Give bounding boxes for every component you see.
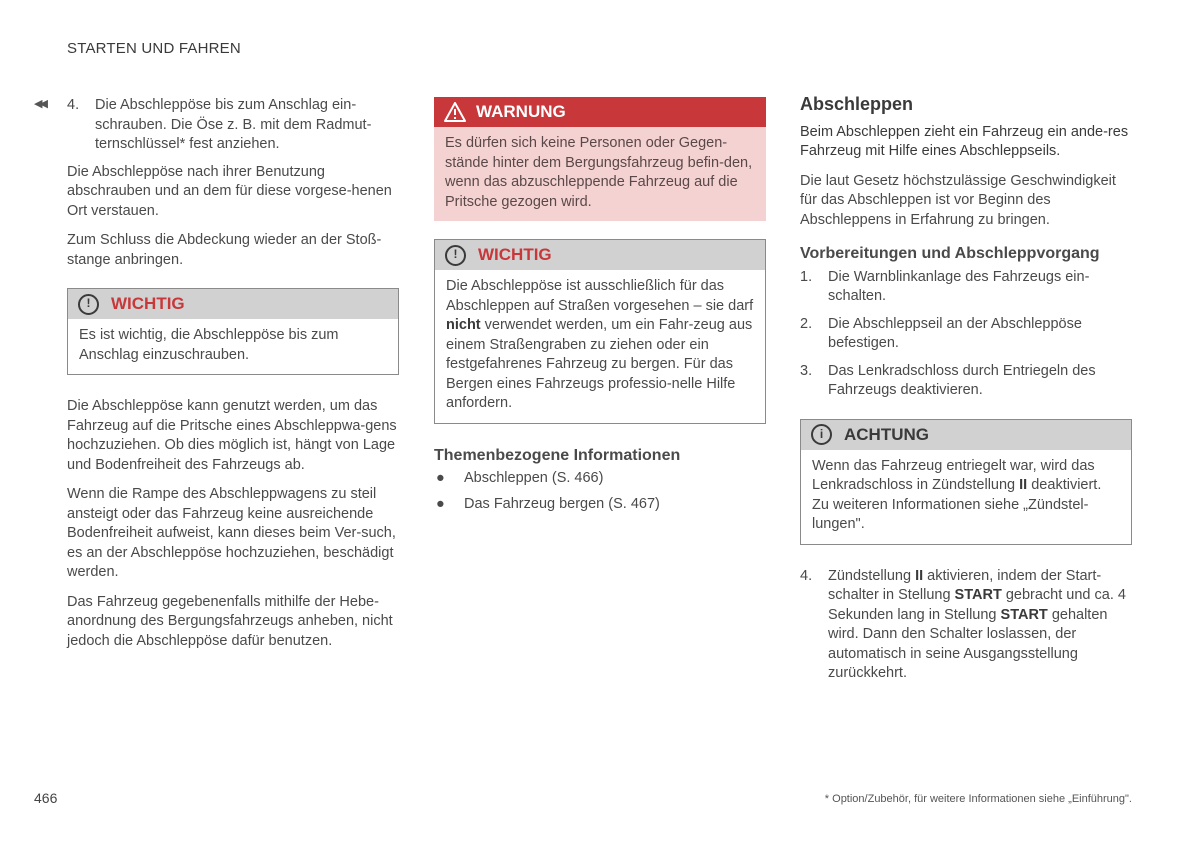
wichtig-text: Es ist wichtig, die Abschleppöse bis zum Anschlag einzuschrauben.	[79, 327, 339, 363]
exclamation-circle-icon: !	[445, 245, 466, 266]
text-run: Die Abschleppöse ist ausschließlich für das Abschleppen auf Straßen vorgesehen – sie darf	[446, 278, 754, 314]
warning-triangle-icon	[444, 102, 466, 122]
bold-text: II	[1019, 477, 1028, 493]
achtung-title: ACHTUNG	[844, 424, 929, 444]
bold-text: START	[1000, 606, 1048, 623]
warnung-box	[434, 97, 766, 221]
step-number: 4.	[800, 567, 813, 584]
page-number: 466	[34, 790, 58, 806]
wichtig-title: WICHTIG	[478, 245, 552, 265]
step-1	[800, 268, 1132, 307]
text-run: Zündstellung	[828, 567, 916, 584]
subheading: Vorbereitungen und Abschleppvorgang	[800, 245, 1100, 262]
achtung-text	[801, 450, 1131, 544]
related-link[interactable]	[434, 495, 766, 515]
text-run: verwendet werden, um ein Fahr-zeug aus einem Straßengraben zu ziehen oder ein festgefahrenes Fahrzeug zu bergen. Für das Bergen eines Fahrzeugs professio-nelle Hilfe anfordern.	[446, 317, 753, 411]
wichtig-box	[434, 239, 766, 424]
related-title: Themenbezogene Informationen	[434, 446, 681, 464]
bold-text: nicht	[446, 317, 481, 333]
step-text: Die Warnblinkanlage des Fahrzeugs ein-schalten.	[828, 268, 1090, 304]
bold-text: START	[954, 587, 1002, 603]
wichtig-header	[68, 289, 398, 319]
page-heading: Abschleppen	[800, 94, 914, 114]
paragraph: Die Abschleppöse nach ihrer Benutzung abschrauben und an dem für diese vorgese-henen Ort verstauen.	[67, 163, 392, 219]
related-link-label[interactable]: Abschleppen (S. 466)	[464, 470, 604, 486]
column-right	[800, 95, 1132, 692]
exclamation-circle-icon: !	[78, 294, 99, 315]
step-4	[800, 567, 1132, 684]
bullet-icon: ●	[436, 495, 445, 512]
paragraph: Die laut Gesetz höchstzulässige Geschwindigkeit für das Abschleppen ist vor Beginn des Abschleppens in Erfahrung zu bringen.	[800, 172, 1116, 228]
step-4	[67, 96, 399, 155]
text-run: gehalten wird. Dann den Schalter loslassen, der automatisch in seine Ausgangsstellung zurückkehrt.	[828, 606, 1108, 681]
warnung-header	[434, 97, 766, 127]
text-run: deaktiviert. Zu weiteren Informationen siehe „Zündstel-lungen".	[812, 477, 1102, 532]
step-text: Die Abschleppseil an der Abschleppöse befestigen.	[828, 315, 1082, 351]
step-text: Das Lenkradschloss durch Entriegeln des Fahrzeugs deaktivieren.	[828, 362, 1096, 398]
text-run: gebracht und ca. 4 Sekunden lang in Stellung	[828, 587, 1126, 623]
text-run: aktivieren, indem der Start-schalter in Stellung	[828, 567, 1102, 603]
step-number: 3.	[800, 362, 813, 379]
bullet-icon: ●	[436, 470, 445, 486]
step-text	[828, 567, 1132, 684]
step-number: 4.	[67, 97, 80, 113]
section-title: STARTEN UND FAHREN	[67, 40, 241, 57]
step-text: Die Abschleppöse bis zum Anschlag ein-schrauben. Die Öse z. B. mit dem Radmut-ternschlüssel* fest anziehen.	[95, 97, 372, 152]
wichtig-box	[67, 288, 399, 375]
footnote: * Option/Zubehör, für weitere Informationen siehe „Einführung".	[824, 793, 1132, 805]
step-number: 1.	[800, 268, 813, 285]
achtung-box	[800, 419, 1132, 545]
related-link-label[interactable]: Das Fahrzeug bergen (S. 467)	[464, 495, 660, 512]
paragraph: Das Fahrzeug gegebenenfalls mithilfe der Hebe-anordnung des Bergungsfahrzeugs anheben, nicht jedoch die Abschleppöse dafür benutzen.	[67, 593, 393, 649]
bold-text: II	[915, 567, 924, 584]
step-3	[800, 362, 1132, 401]
paragraph: Die Abschleppöse kann genutzt werden, um das Fahrzeug auf die Pritsche eines Abschleppwa-gens hochzuziehen. Ob dies möglich ist, hängt von Lage und Bodenfreiheit des Fahrzeugs ab.	[67, 398, 397, 473]
intro-paragraph: Beim Abschleppen zieht ein Fahrzeug ein ande-res Fahrzeug mit Hilfe eines Abschleppseils.	[800, 123, 1129, 159]
paragraph: Wenn die Rampe des Abschleppwagens zu steil ansteigt oder das Fahrzeug keine ausreichende Bodenfreiheit aufweist, kann dieses beim Ver-such, es an der Abschleppöse hochzuziehen, beschädigt werden.	[67, 486, 396, 580]
wichtig-text	[435, 270, 765, 423]
achtung-header	[801, 420, 1131, 450]
wichtig-header	[435, 240, 765, 270]
step-2	[800, 315, 1132, 354]
paragraph: Zum Schluss die Abdeckung wieder an der Stoß-stange anbringen.	[67, 232, 382, 268]
warnung-title: WARNUNG	[476, 102, 566, 122]
double-chevron-left-icon[interactable]: ◀◀	[34, 98, 45, 110]
warnung-text: Es dürfen sich keine Personen oder Gegen-stände hinter dem Bergungsfahrzeug befin-den, wenn das abzuschleppende Fahrzeug auf die Pritsche gezogen wird.	[434, 127, 766, 221]
column-left	[67, 96, 399, 661]
step-number: 2.	[800, 315, 813, 332]
column-middle	[434, 97, 766, 520]
wichtig-title: WICHTIG	[111, 294, 185, 314]
text-run: Wenn das Fahrzeug entriegelt war, wird das Lenkradschloss in Zündstellung	[812, 457, 1095, 493]
related-link[interactable]	[434, 469, 766, 489]
info-circle-icon: i	[811, 424, 832, 445]
